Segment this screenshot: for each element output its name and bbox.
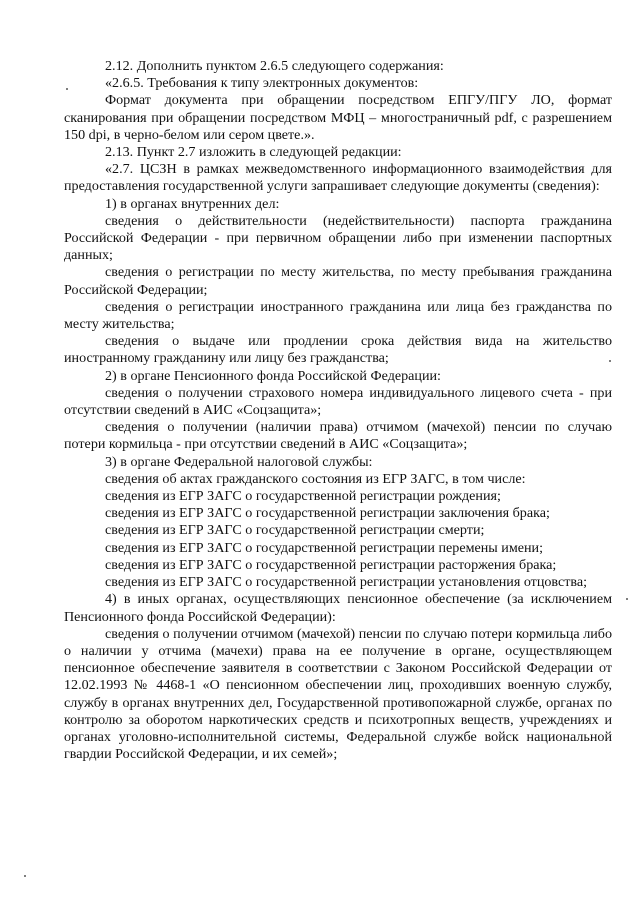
document-page xyxy=(64,58,612,763)
paragraph-format: Формат документа при обращении посредством ЕПГУ/ПГУ ЛО, формат сканирования при обращении посредством МФЦ – многостраничный pdf, с разрешением 150 dpi, в черно-белом или сером цвете.». xyxy=(64,92,612,143)
paragraph-insurance-number: сведения о получении страхового номера индивидуального лицевого счета - при отсутствии сведений в АИС «Соцзащита»; xyxy=(64,384,612,419)
paragraph-stepparent-pension: сведения о получении отчимом (мачехой) пенсии по случаю потери кормильца либо о наличии у отчима (мачехи) права на ее получение в органе, осуществляющем пенсионное обеспечение заявителя в соответствии с Законом Российской Федерации от 12.02.1993 № 4468-1 «О пенсионном обеспечении лиц, проходивших военную службу, службу в органах внутренних дел, Государственной противопожарной службе, органах по контролю за оборотом наркотических средств и психотропных веществ, учреждениях и органах уголовно-исполнительной системы, Федеральной службе войск национальной гвардии Российской Федерации, и их семей»; xyxy=(64,625,612,763)
scan-speck xyxy=(626,598,628,600)
paragraph-2-13: 2.13. Пункт 2.7 изложить в следующей редакции: xyxy=(105,144,402,161)
paragraph-2-7: «2.7. ЦСЗН в рамках межведомственного информационного взаимодействия для предоставления государственной услуги запрашивает следующие документы (сведения): xyxy=(64,161,612,195)
scan-speck xyxy=(66,88,68,90)
list-item-other-pension-bodies: 4) в иных органах, осуществляющих пенсионное обеспечение (за исключением Пенсионного фонда Российской Федерации): xyxy=(64,591,612,625)
paragraph-birth: сведения из ЕГР ЗАГС о государственной регистрации рождения; xyxy=(105,488,501,505)
paragraph-2-6-5: «2.6.5. Требования к типу электронных документов: xyxy=(105,75,419,92)
paragraph-marriage: сведения из ЕГР ЗАГС о государственной регистрации заключения брака; xyxy=(105,505,550,522)
paragraph-2-12: 2.12. Дополнить пунктом 2.6.5 следующего содержания: xyxy=(105,58,444,74)
list-item-tax-service: 3) в органе Федеральной налоговой службы: xyxy=(105,453,373,470)
scan-speck xyxy=(609,360,611,362)
paragraph-name-change: сведения из ЕГР ЗАГС о государственной регистрации перемены имени; xyxy=(105,539,544,556)
paragraph-paternity: сведения из ЕГР ЗАГС о государственной регистрации установления отцовства; xyxy=(105,574,588,591)
scan-speck xyxy=(24,875,26,877)
paragraph-divorce: сведения из ЕГР ЗАГС о государственной регистрации расторжения брака; xyxy=(105,556,557,573)
paragraph-civil-acts: сведения об актах гражданского состояния из ЕГР ЗАГС, в том числе: xyxy=(105,470,526,487)
paragraph-residence-permit: сведения о выдаче или продлении срока действия вида на жительство иностранному гражданину или лицу без гражданства; xyxy=(64,333,612,367)
paragraph-survivor-pension: сведения о получении (наличии права) отчимом (мачехой) пенсии по случаю потери кормильца - при отсутствии сведений в АИС «Соцзащита»; xyxy=(64,419,612,453)
paragraph-death: сведения из ЕГР ЗАГС о государственной регистрации смерти; xyxy=(105,522,485,539)
paragraph-passport: сведения о действительности (недействительности) паспорта гражданина Российской Федерации - при первичном обращении либо при изменении паспортных данных; xyxy=(64,212,612,264)
list-item-pension-fund: 2) в органе Пенсионного фонда Российской Федерации: xyxy=(105,367,441,384)
paragraph-foreign-registration: сведения о регистрации иностранного гражданина или лица без гражданства по месту жительства; xyxy=(64,298,612,333)
list-item-internal-affairs: 1) в органах внутренних дел: xyxy=(105,195,280,212)
paragraph-registration: сведения о регистрации по месту жительства, по месту пребывания гражданина Российской Федерации; xyxy=(64,264,612,298)
